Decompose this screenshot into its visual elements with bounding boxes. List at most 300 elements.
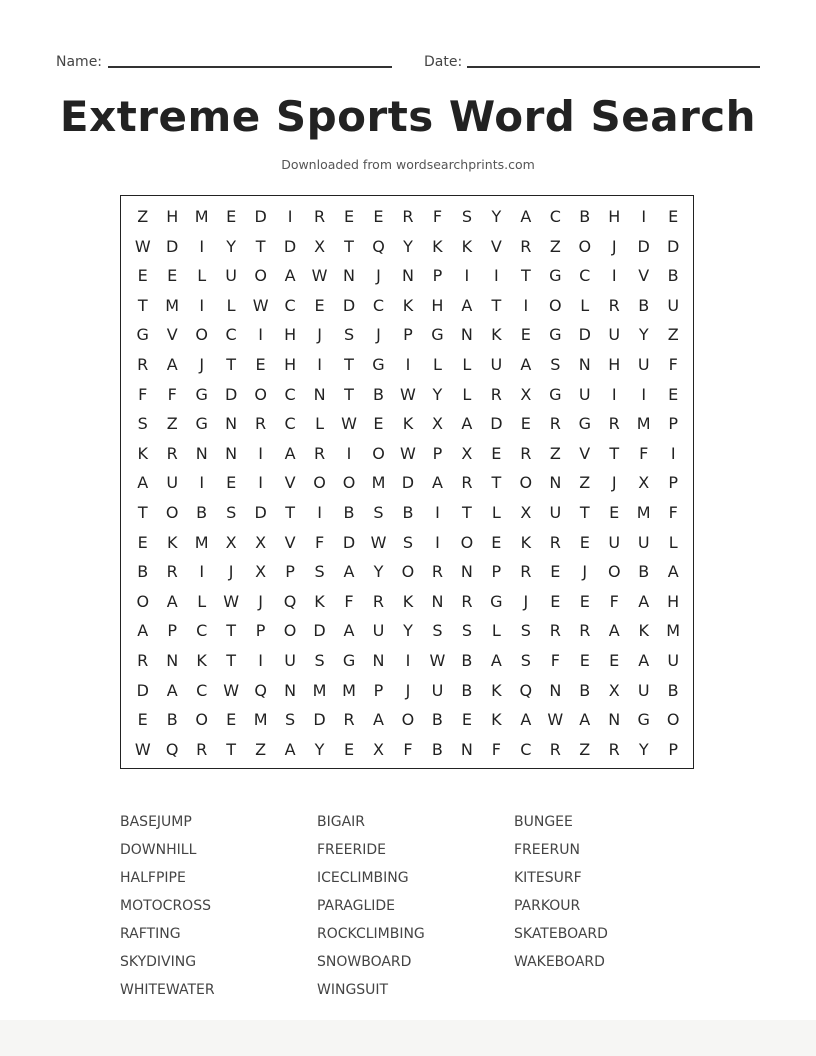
grid-cell[interactable]: G xyxy=(549,384,562,404)
grid-cell[interactable]: I xyxy=(641,207,647,226)
grid-cell[interactable]: T xyxy=(609,443,620,463)
grid-cell[interactable]: T xyxy=(491,473,502,493)
grid-cell[interactable]: N xyxy=(343,266,355,286)
grid-cell[interactable]: H xyxy=(284,325,297,345)
grid-cell[interactable]: P xyxy=(432,266,443,286)
grid-cell[interactable]: E xyxy=(491,443,502,463)
grid-cell[interactable]: E xyxy=(167,266,178,286)
grid-cell[interactable]: O xyxy=(165,502,179,522)
grid-cell[interactable]: R xyxy=(313,443,326,463)
grid-cell[interactable]: K xyxy=(491,680,502,700)
grid-cell[interactable]: T xyxy=(491,295,502,315)
grid-cell[interactable]: D xyxy=(254,207,267,226)
grid-cell[interactable]: F xyxy=(138,384,148,404)
grid-cell[interactable]: R xyxy=(372,591,385,611)
grid-cell[interactable]: W xyxy=(134,739,151,759)
grid-cell[interactable]: U xyxy=(637,354,650,374)
grid-cell[interactable]: O xyxy=(519,473,533,493)
grid-cell[interactable]: B xyxy=(461,680,473,700)
grid-cell[interactable]: X xyxy=(638,473,650,493)
grid-cell[interactable]: E xyxy=(609,502,620,522)
grid-cell[interactable]: U xyxy=(667,295,680,315)
grid-cell[interactable]: G xyxy=(431,325,444,345)
grid-cell[interactable]: W xyxy=(223,591,240,611)
grid-cell[interactable]: D xyxy=(313,621,326,641)
grid-cell[interactable]: R xyxy=(313,207,326,226)
grid-cell[interactable]: R xyxy=(549,532,561,552)
grid-cell[interactable]: B xyxy=(667,266,679,286)
grid-cell[interactable]: P xyxy=(432,443,443,463)
grid-cell[interactable]: S xyxy=(550,354,561,374)
grid-cell[interactable]: U xyxy=(166,473,179,493)
grid-cell[interactable]: O xyxy=(578,236,592,256)
grid-cell[interactable]: N xyxy=(431,591,444,611)
grid-cell[interactable]: B xyxy=(638,562,650,582)
grid-cell[interactable]: K xyxy=(314,591,325,611)
grid-cell[interactable]: R xyxy=(608,295,620,315)
grid-cell[interactable]: J xyxy=(258,591,263,611)
grid-cell[interactable]: A xyxy=(520,207,532,226)
grid-cell[interactable]: R xyxy=(343,710,355,730)
grid-cell[interactable]: L xyxy=(491,502,501,522)
grid-cell[interactable]: C xyxy=(579,266,591,286)
grid-cell[interactable]: F xyxy=(432,207,443,226)
grid-cell[interactable]: Z xyxy=(255,739,267,759)
grid-cell[interactable]: A xyxy=(284,443,296,463)
grid-cell[interactable]: U xyxy=(225,266,237,286)
grid-cell[interactable]: C xyxy=(196,680,208,700)
grid-cell[interactable]: I xyxy=(199,473,205,493)
grid-cell[interactable]: J xyxy=(228,562,234,582)
grid-cell[interactable]: R xyxy=(490,384,502,404)
grid-cell[interactable]: H xyxy=(608,354,621,374)
grid-cell[interactable]: R xyxy=(137,650,149,670)
grid-cell[interactable]: E xyxy=(137,266,148,286)
grid-cell[interactable]: D xyxy=(254,502,267,522)
grid-cell[interactable]: Y xyxy=(314,739,325,759)
grid-cell[interactable]: N xyxy=(549,680,562,700)
grid-cell[interactable]: R xyxy=(520,443,532,463)
grid-cell[interactable]: C xyxy=(284,384,296,404)
grid-cell[interactable]: R xyxy=(137,354,149,374)
grid-cell[interactable]: B xyxy=(579,207,591,226)
grid-cell[interactable]: O xyxy=(666,710,680,730)
grid-cell[interactable]: P xyxy=(255,621,266,641)
grid-cell[interactable]: J xyxy=(582,562,588,582)
grid-cell[interactable]: A xyxy=(461,295,473,315)
grid-cell[interactable]: S xyxy=(402,532,414,552)
grid-cell[interactable]: A xyxy=(431,473,443,493)
grid-cell[interactable]: P xyxy=(403,325,413,345)
grid-cell[interactable]: R xyxy=(166,562,178,582)
grid-cell[interactable]: T xyxy=(285,502,295,522)
grid-cell[interactable]: U xyxy=(549,502,562,522)
grid-cell[interactable]: D xyxy=(342,532,356,552)
grid-cell[interactable]: P xyxy=(373,680,384,700)
grid-cell[interactable]: I xyxy=(199,295,205,315)
grid-cell[interactable]: F xyxy=(491,739,501,759)
grid-cell[interactable]: E xyxy=(255,354,266,374)
grid-cell[interactable]: W xyxy=(370,532,387,552)
grid-cell[interactable]: G xyxy=(136,325,149,345)
grid-cell[interactable]: W xyxy=(400,443,416,463)
grid-cell[interactable]: X xyxy=(225,532,237,552)
grid-cell[interactable]: E xyxy=(579,650,590,670)
grid-cell[interactable]: M xyxy=(194,532,209,552)
grid-cell[interactable]: E xyxy=(226,473,237,493)
grid-cell[interactable]: I xyxy=(611,266,617,286)
grid-cell[interactable]: N xyxy=(460,562,473,582)
grid-cell[interactable]: I xyxy=(670,443,676,463)
grid-cell[interactable]: Z xyxy=(579,739,591,759)
grid-cell[interactable]: I xyxy=(317,502,322,522)
grid-cell[interactable]: S xyxy=(520,621,531,641)
grid-cell[interactable]: U xyxy=(667,650,680,670)
grid-cell[interactable]: E xyxy=(668,207,679,226)
grid-cell[interactable]: I xyxy=(435,532,440,552)
grid-cell[interactable]: L xyxy=(462,354,472,374)
grid-cell[interactable]: J xyxy=(611,473,617,493)
grid-cell[interactable]: Y xyxy=(638,325,649,345)
grid-cell[interactable]: P xyxy=(668,473,678,493)
grid-cell[interactable]: K xyxy=(461,236,473,256)
grid-cell[interactable]: X xyxy=(461,443,473,463)
grid-cell[interactable]: J xyxy=(376,325,381,345)
grid-cell[interactable]: F xyxy=(167,384,177,404)
grid-cell[interactable]: N xyxy=(225,443,238,463)
grid-cell[interactable]: W xyxy=(223,680,240,700)
grid-cell[interactable]: O xyxy=(372,443,385,463)
grid-cell[interactable]: O xyxy=(401,710,415,730)
grid-cell[interactable]: U xyxy=(431,680,444,700)
grid-cell[interactable]: X xyxy=(520,502,532,522)
grid-cell[interactable]: U xyxy=(637,532,650,552)
grid-cell[interactable]: E xyxy=(579,532,590,552)
grid-cell[interactable]: P xyxy=(167,621,178,641)
grid-cell[interactable]: K xyxy=(402,414,414,434)
grid-cell[interactable]: A xyxy=(520,710,532,730)
grid-cell[interactable]: O xyxy=(254,384,267,404)
grid-cell[interactable]: Y xyxy=(491,207,502,226)
grid-cell[interactable]: B xyxy=(431,739,443,759)
grid-cell[interactable]: D xyxy=(637,236,650,256)
grid-cell[interactable]: H xyxy=(431,295,444,315)
grid-cell[interactable]: G xyxy=(490,591,503,611)
grid-cell[interactable]: C xyxy=(225,325,237,345)
grid-cell[interactable]: A xyxy=(373,710,384,730)
grid-cell[interactable]: Z xyxy=(667,325,679,345)
grid-cell[interactable]: E xyxy=(137,710,148,730)
grid-cell[interactable]: A xyxy=(343,562,355,582)
grid-cell[interactable]: R xyxy=(461,591,473,611)
grid-cell[interactable]: U xyxy=(284,650,296,670)
grid-cell[interactable]: V xyxy=(284,473,296,493)
grid-cell[interactable]: W xyxy=(311,266,328,286)
grid-cell[interactable]: W xyxy=(429,650,446,670)
grid-cell[interactable]: B xyxy=(137,562,149,582)
grid-cell[interactable]: Z xyxy=(549,236,561,256)
grid-cell[interactable]: R xyxy=(579,621,591,641)
grid-cell[interactable]: V xyxy=(166,325,178,345)
grid-cell[interactable]: X xyxy=(431,414,443,434)
grid-cell[interactable]: V xyxy=(284,532,296,552)
grid-cell[interactable]: V xyxy=(490,236,502,256)
grid-cell[interactable]: Z xyxy=(166,414,178,434)
grid-cell[interactable]: R xyxy=(608,414,620,434)
grid-cell[interactable]: A xyxy=(638,591,650,611)
grid-cell[interactable]: L xyxy=(462,384,472,404)
grid-cell[interactable]: R xyxy=(520,562,532,582)
grid-cell[interactable]: U xyxy=(578,384,591,404)
grid-cell[interactable]: A xyxy=(490,650,502,670)
grid-cell[interactable]: K xyxy=(402,591,414,611)
grid-cell[interactable]: H xyxy=(166,207,179,226)
grid-cell[interactable]: L xyxy=(315,414,324,434)
grid-cell[interactable]: G xyxy=(578,414,591,434)
grid-cell[interactable]: U xyxy=(637,680,650,700)
grid-cell[interactable]: E xyxy=(373,207,384,226)
grid-cell[interactable]: S xyxy=(461,207,472,226)
grid-cell[interactable]: Y xyxy=(373,562,384,582)
grid-cell[interactable]: A xyxy=(166,680,178,700)
grid-cell[interactable]: U xyxy=(608,532,621,552)
grid-cell[interactable]: T xyxy=(255,236,266,256)
grid-cell[interactable]: A xyxy=(284,739,296,759)
grid-cell[interactable]: U xyxy=(490,354,503,374)
grid-cell[interactable]: L xyxy=(668,532,678,552)
grid-cell[interactable]: B xyxy=(638,295,650,315)
grid-cell[interactable]: T xyxy=(226,650,237,670)
grid-cell[interactable]: S xyxy=(520,650,531,670)
grid-cell[interactable]: T xyxy=(344,236,354,256)
grid-cell[interactable]: A xyxy=(137,473,149,493)
grid-cell[interactable]: T xyxy=(344,384,354,404)
grid-cell[interactable]: B xyxy=(579,680,591,700)
grid-cell[interactable]: E xyxy=(373,414,384,434)
grid-cell[interactable]: G xyxy=(637,710,650,730)
grid-cell[interactable]: O xyxy=(401,562,415,582)
grid-cell[interactable]: K xyxy=(137,443,148,463)
grid-cell[interactable]: C xyxy=(196,621,208,641)
grid-cell[interactable]: R xyxy=(549,739,561,759)
grid-cell[interactable]: N xyxy=(166,650,179,670)
grid-cell[interactable]: R xyxy=(608,739,620,759)
grid-cell[interactable]: I xyxy=(258,650,263,670)
grid-cell[interactable]: K xyxy=(196,650,207,670)
grid-cell[interactable]: M xyxy=(312,680,327,700)
grid-cell[interactable]: S xyxy=(226,502,237,522)
grid-cell[interactable]: B xyxy=(431,710,443,730)
grid-cell[interactable]: I xyxy=(287,207,293,226)
grid-cell[interactable]: R xyxy=(166,443,178,463)
grid-cell[interactable]: L xyxy=(226,295,236,315)
grid-cell[interactable]: C xyxy=(520,739,532,759)
grid-cell[interactable]: Z xyxy=(137,207,149,226)
grid-cell[interactable]: L xyxy=(491,621,501,641)
grid-cell[interactable]: T xyxy=(226,739,237,759)
grid-cell[interactable]: J xyxy=(199,354,205,374)
grid-cell[interactable]: V xyxy=(579,443,591,463)
grid-cell[interactable]: A xyxy=(520,354,532,374)
grid-cell[interactable]: C xyxy=(372,295,385,315)
grid-cell[interactable]: S xyxy=(137,414,148,434)
grid-cell[interactable]: Q xyxy=(372,236,385,256)
grid-cell[interactable]: O xyxy=(313,473,326,493)
grid-cell[interactable]: W xyxy=(134,236,151,256)
grid-cell[interactable]: O xyxy=(342,473,356,493)
grid-cell[interactable]: D xyxy=(136,680,149,700)
grid-cell[interactable]: N xyxy=(284,680,297,700)
grid-cell[interactable]: I xyxy=(405,354,411,374)
grid-cell[interactable]: M xyxy=(342,680,356,700)
grid-cell[interactable]: R xyxy=(402,207,414,226)
grid-cell[interactable]: A xyxy=(608,621,620,641)
grid-cell[interactable]: J xyxy=(523,591,529,611)
grid-cell[interactable]: C xyxy=(284,295,296,315)
grid-cell[interactable]: D xyxy=(342,295,356,315)
grid-cell[interactable]: R xyxy=(549,621,561,641)
grid-cell[interactable]: B xyxy=(196,502,208,522)
grid-cell[interactable]: M xyxy=(371,473,386,493)
grid-cell[interactable]: G xyxy=(549,266,562,286)
grid-cell[interactable]: I xyxy=(523,295,529,315)
grid-cell[interactable]: M xyxy=(194,207,209,226)
grid-cell[interactable]: S xyxy=(285,710,296,730)
grid-cell[interactable]: E xyxy=(550,562,561,582)
grid-cell[interactable]: G xyxy=(342,650,356,670)
grid-cell[interactable]: E xyxy=(343,739,355,759)
grid-cell[interactable]: P xyxy=(668,739,678,759)
grid-cell[interactable]: M xyxy=(253,710,268,730)
grid-cell[interactable]: K xyxy=(432,236,443,256)
grid-cell[interactable]: I xyxy=(641,384,647,404)
grid-cell[interactable]: D xyxy=(578,325,591,345)
grid-cell[interactable]: Y xyxy=(403,621,413,641)
grid-cell[interactable]: Z xyxy=(579,473,591,493)
grid-cell[interactable]: R xyxy=(520,236,532,256)
grid-cell[interactable]: I xyxy=(258,473,263,493)
grid-cell[interactable]: E xyxy=(226,710,237,730)
grid-cell[interactable]: S xyxy=(343,325,355,345)
grid-cell[interactable]: O xyxy=(195,710,208,730)
grid-cell[interactable]: O xyxy=(283,621,297,641)
grid-cell[interactable]: A xyxy=(638,650,650,670)
grid-cell[interactable]: T xyxy=(579,502,590,522)
grid-cell[interactable]: Q xyxy=(519,680,533,700)
grid-cell[interactable]: N xyxy=(549,473,562,493)
grid-cell[interactable]: D xyxy=(283,236,297,256)
grid-cell[interactable]: S xyxy=(373,502,384,522)
grid-cell[interactable]: T xyxy=(462,502,472,522)
grid-cell[interactable]: B xyxy=(402,502,414,522)
grid-cell[interactable]: R xyxy=(255,414,267,434)
grid-cell[interactable]: O xyxy=(549,295,562,315)
grid-cell[interactable]: T xyxy=(344,354,354,374)
grid-cell[interactable]: I xyxy=(199,562,205,582)
grid-cell[interactable]: X xyxy=(255,562,267,582)
grid-cell[interactable]: E xyxy=(343,207,355,226)
grid-cell[interactable]: D xyxy=(667,236,680,256)
grid-cell[interactable]: F xyxy=(609,591,619,611)
grid-cell[interactable]: G xyxy=(195,384,208,404)
grid-cell[interactable]: R xyxy=(431,562,443,582)
grid-cell[interactable]: P xyxy=(285,562,295,582)
grid-cell[interactable]: N xyxy=(460,739,473,759)
grid-cell[interactable]: T xyxy=(520,266,531,286)
grid-cell[interactable]: J xyxy=(376,266,381,286)
grid-cell[interactable]: T xyxy=(226,621,237,641)
grid-cell[interactable]: S xyxy=(432,621,443,641)
grid-cell[interactable]: O xyxy=(195,325,208,345)
grid-cell[interactable]: B xyxy=(461,650,473,670)
grid-cell[interactable]: K xyxy=(638,621,649,641)
grid-cell[interactable]: L xyxy=(197,591,207,611)
grid-cell[interactable]: Y xyxy=(403,236,413,256)
grid-cell[interactable]: F xyxy=(639,443,649,463)
grid-cell[interactable]: U xyxy=(608,325,621,345)
grid-cell[interactable]: A xyxy=(137,621,149,641)
grid-cell[interactable]: I xyxy=(258,443,263,463)
grid-cell[interactable]: B xyxy=(667,680,679,700)
grid-cell[interactable]: M xyxy=(165,295,180,315)
grid-cell[interactable]: A xyxy=(667,562,679,582)
grid-cell[interactable]: F xyxy=(403,739,413,759)
grid-cell[interactable]: A xyxy=(166,591,178,611)
grid-cell[interactable]: N xyxy=(578,354,591,374)
grid-cell[interactable]: V xyxy=(638,266,650,286)
grid-cell[interactable]: E xyxy=(520,325,531,345)
grid-cell[interactable]: O xyxy=(607,562,621,582)
grid-cell[interactable]: C xyxy=(284,414,296,434)
date-line[interactable] xyxy=(467,66,760,68)
grid-cell[interactable]: Z xyxy=(549,443,561,463)
grid-cell[interactable]: U xyxy=(372,621,385,641)
grid-cell[interactable]: B xyxy=(372,384,384,404)
grid-cell[interactable]: K xyxy=(402,295,414,315)
grid-cell[interactable]: I xyxy=(464,266,470,286)
grid-cell[interactable]: K xyxy=(166,532,178,552)
grid-cell[interactable]: G xyxy=(549,325,562,345)
grid-cell[interactable]: X xyxy=(373,739,384,759)
grid-cell[interactable]: M xyxy=(636,502,651,522)
grid-cell[interactable]: F xyxy=(668,502,678,522)
grid-cell[interactable]: Y xyxy=(638,739,649,759)
name-line[interactable] xyxy=(108,66,392,68)
grid-cell[interactable]: X xyxy=(608,680,620,700)
grid-cell[interactable]: E xyxy=(579,591,590,611)
grid-cell[interactable]: M xyxy=(636,414,651,434)
grid-cell[interactable]: A xyxy=(461,414,473,434)
grid-cell[interactable]: D xyxy=(490,414,503,434)
grid-cell[interactable]: B xyxy=(343,502,355,522)
grid-cell[interactable]: N xyxy=(608,710,621,730)
grid-cell[interactable]: P xyxy=(668,414,678,434)
grid-cell[interactable]: E xyxy=(609,650,620,670)
grid-cell[interactable]: E xyxy=(461,710,472,730)
grid-cell[interactable]: E xyxy=(668,384,679,404)
grid-cell[interactable]: D xyxy=(401,473,415,493)
grid-cell[interactable]: P xyxy=(491,562,502,582)
grid-cell[interactable]: S xyxy=(314,650,325,670)
grid-cell[interactable]: N xyxy=(195,443,208,463)
grid-cell[interactable]: N xyxy=(401,266,414,286)
grid-cell[interactable]: D xyxy=(166,236,179,256)
grid-cell[interactable]: A xyxy=(166,354,178,374)
grid-cell[interactable]: I xyxy=(317,354,322,374)
grid-cell[interactable]: O xyxy=(254,266,267,286)
grid-cell[interactable]: Y xyxy=(226,236,237,256)
grid-cell[interactable]: E xyxy=(226,207,237,226)
